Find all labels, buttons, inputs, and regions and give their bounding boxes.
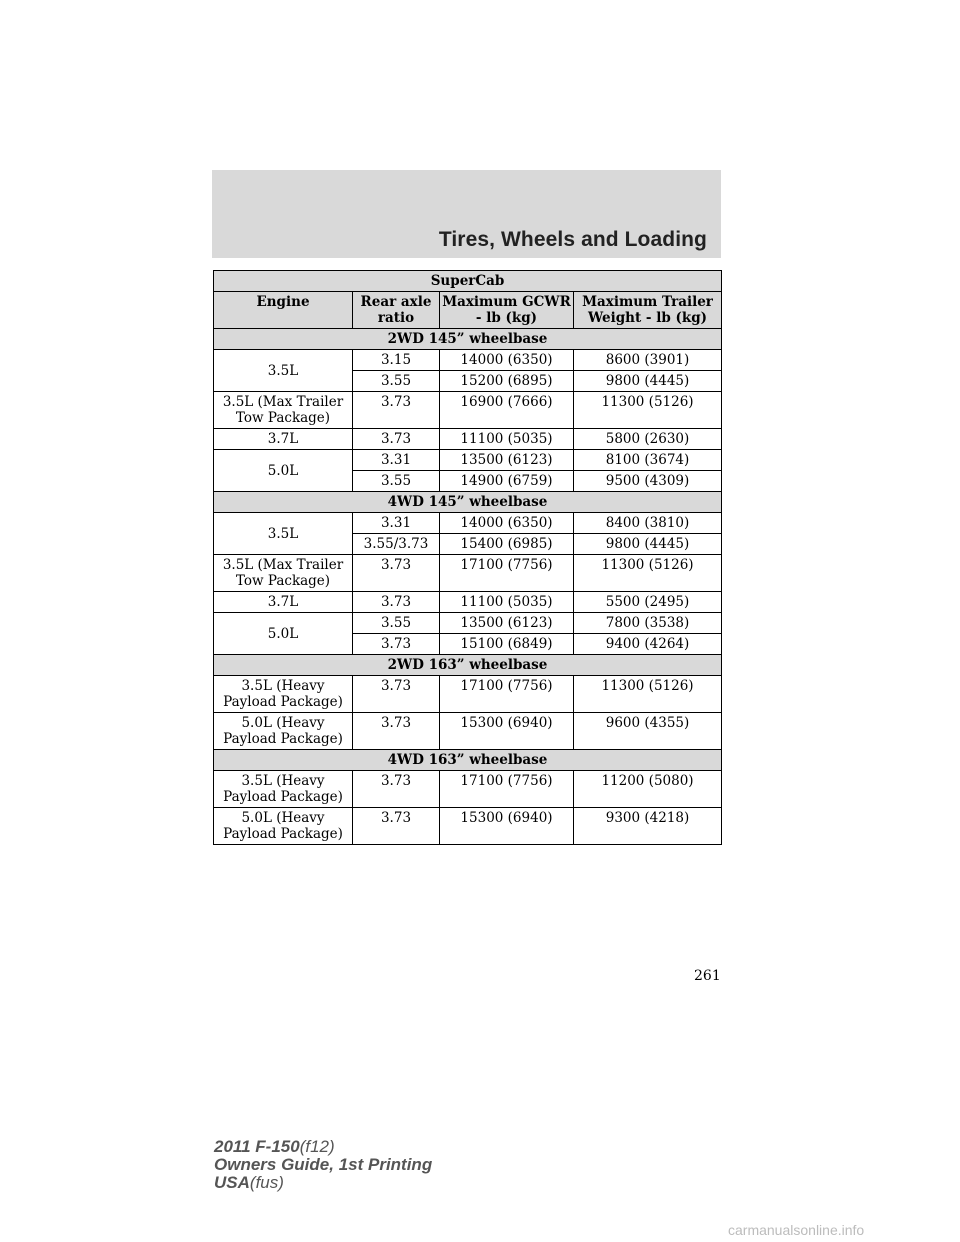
axle-ratio-cell: 3.73 <box>353 429 440 450</box>
footer-model-code: (f12) <box>299 1137 335 1156</box>
gcwr-cell: 11100 (5035) <box>440 592 574 613</box>
table-row <box>214 676 722 713</box>
trailer-weight-cell: 7800 (3538) <box>574 613 722 634</box>
footer-market: USA <box>214 1173 250 1192</box>
gcwr-cell: 14000 (6350) <box>440 350 574 371</box>
gcwr-cell: 15300 (6940) <box>440 713 574 750</box>
trailer-weight-cell: 11200 (5080) <box>574 771 722 808</box>
trailer-weight-cell: 9300 (4218) <box>574 808 722 845</box>
engine-cell: 3.5L (Heavy Payload Package) <box>214 676 353 713</box>
section-title: 4WD 145” wheelbase <box>214 492 722 513</box>
section-header-row <box>214 492 722 513</box>
table-row <box>214 592 722 613</box>
trailer-weight-cell: 9800 (4445) <box>574 534 722 555</box>
trailer-weight-cell: 9600 (4355) <box>574 713 722 750</box>
column-header-gcwr: Maximum GCWR - lb (kg) <box>440 292 574 329</box>
engine-cell: 3.5L (Max Trailer Tow Package) <box>214 555 353 592</box>
axle-ratio-cell: 3.73 <box>353 771 440 808</box>
trailer-weight-cell: 8400 (3810) <box>574 513 722 534</box>
table-row <box>214 450 722 471</box>
axle-ratio-cell: 3.73 <box>353 808 440 845</box>
axle-ratio-cell: 3.15 <box>353 350 440 371</box>
footer-edition: Owners Guide, 1st Printing <box>214 1155 433 1174</box>
axle-ratio-cell: 3.55/3.73 <box>353 534 440 555</box>
table-row <box>214 350 722 371</box>
table-row <box>214 808 722 845</box>
engine-cell: 3.7L <box>214 429 353 450</box>
trailer-weight-cell: 11300 (5126) <box>574 676 722 713</box>
page-number: 261 <box>694 968 721 984</box>
axle-ratio-cell: 3.73 <box>353 676 440 713</box>
engine-cell: 3.5L (Heavy Payload Package) <box>214 771 353 808</box>
axle-ratio-cell: 3.55 <box>353 371 440 392</box>
gcwr-cell: 15100 (6849) <box>440 634 574 655</box>
column-header-engine: Engine <box>214 292 353 329</box>
section-title: 2WD 163” wheelbase <box>214 655 722 676</box>
trailer-weight-cell: 11300 (5126) <box>574 555 722 592</box>
gcwr-cell: 16900 (7666) <box>440 392 574 429</box>
axle-ratio-cell: 3.55 <box>353 613 440 634</box>
section-header-row <box>214 750 722 771</box>
section-header-row <box>214 655 722 676</box>
axle-ratio-cell: 3.73 <box>353 555 440 592</box>
gcwr-cell: 11100 (5035) <box>440 429 574 450</box>
trailer-weight-cell: 5500 (2495) <box>574 592 722 613</box>
gcwr-cell: 17100 (7756) <box>440 771 574 808</box>
gcwr-cell: 17100 (7756) <box>440 676 574 713</box>
trailer-weight-cell: 9800 (4445) <box>574 371 722 392</box>
gcwr-cell: 13500 (6123) <box>440 450 574 471</box>
trailer-weight-cell: 5800 (2630) <box>574 429 722 450</box>
table-row <box>214 429 722 450</box>
gcwr-cell: 14900 (6759) <box>440 471 574 492</box>
trailer-weight-cell: 11300 (5126) <box>574 392 722 429</box>
footer-market-code: (fus) <box>249 1173 284 1192</box>
towing-spec-table <box>213 270 722 845</box>
table-row <box>214 392 722 429</box>
gcwr-cell: 17100 (7756) <box>440 555 574 592</box>
section-header-row <box>214 329 722 350</box>
trailer-weight-cell: 8100 (3674) <box>574 450 722 471</box>
gcwr-cell: 15400 (6985) <box>440 534 574 555</box>
section-title: Tires, Wheels and Loading <box>438 228 707 251</box>
engine-cell: 3.5L (Max Trailer Tow Package) <box>214 392 353 429</box>
axle-ratio-cell: 3.31 <box>353 450 440 471</box>
watermark-text: carmanualsonline.info <box>728 1222 865 1238</box>
column-header-trailer-weight: Maximum Trailer Weight - lb (kg) <box>574 292 722 329</box>
engine-cell: 3.5L <box>214 350 353 392</box>
table-caption: SuperCab <box>214 271 722 292</box>
section-header-band <box>212 170 721 258</box>
engine-cell: 5.0L <box>214 613 353 655</box>
table-row <box>214 613 722 634</box>
engine-cell: 3.7L <box>214 592 353 613</box>
axle-ratio-cell: 3.73 <box>353 634 440 655</box>
engine-cell: 3.5L <box>214 513 353 555</box>
axle-ratio-cell: 3.73 <box>353 392 440 429</box>
table-row <box>214 713 722 750</box>
table-caption-row <box>214 271 722 292</box>
axle-ratio-cell: 3.31 <box>353 513 440 534</box>
gcwr-cell: 13500 (6123) <box>440 613 574 634</box>
table-row <box>214 513 722 534</box>
gcwr-cell: 14000 (6350) <box>440 513 574 534</box>
document-footer <box>214 1138 432 1192</box>
axle-ratio-cell: 3.73 <box>353 592 440 613</box>
table-row <box>214 771 722 808</box>
trailer-weight-cell: 9400 (4264) <box>574 634 722 655</box>
engine-cell: 5.0L (Heavy Payload Package) <box>214 808 353 845</box>
engine-cell: 5.0L <box>214 450 353 492</box>
table-row <box>214 555 722 592</box>
trailer-weight-cell: 9500 (4309) <box>574 471 722 492</box>
table-header-row <box>214 292 722 329</box>
gcwr-cell: 15300 (6940) <box>440 808 574 845</box>
section-title: 4WD 163” wheelbase <box>214 750 722 771</box>
axle-ratio-cell: 3.55 <box>353 471 440 492</box>
trailer-weight-cell: 8600 (3901) <box>574 350 722 371</box>
column-header-axle-ratio: Rear axle ratio <box>353 292 440 329</box>
section-title: 2WD 145” wheelbase <box>214 329 722 350</box>
gcwr-cell: 15200 (6895) <box>440 371 574 392</box>
axle-ratio-cell: 3.73 <box>353 713 440 750</box>
engine-cell: 5.0L (Heavy Payload Package) <box>214 713 353 750</box>
footer-model: 2011 F-150 <box>214 1137 300 1156</box>
